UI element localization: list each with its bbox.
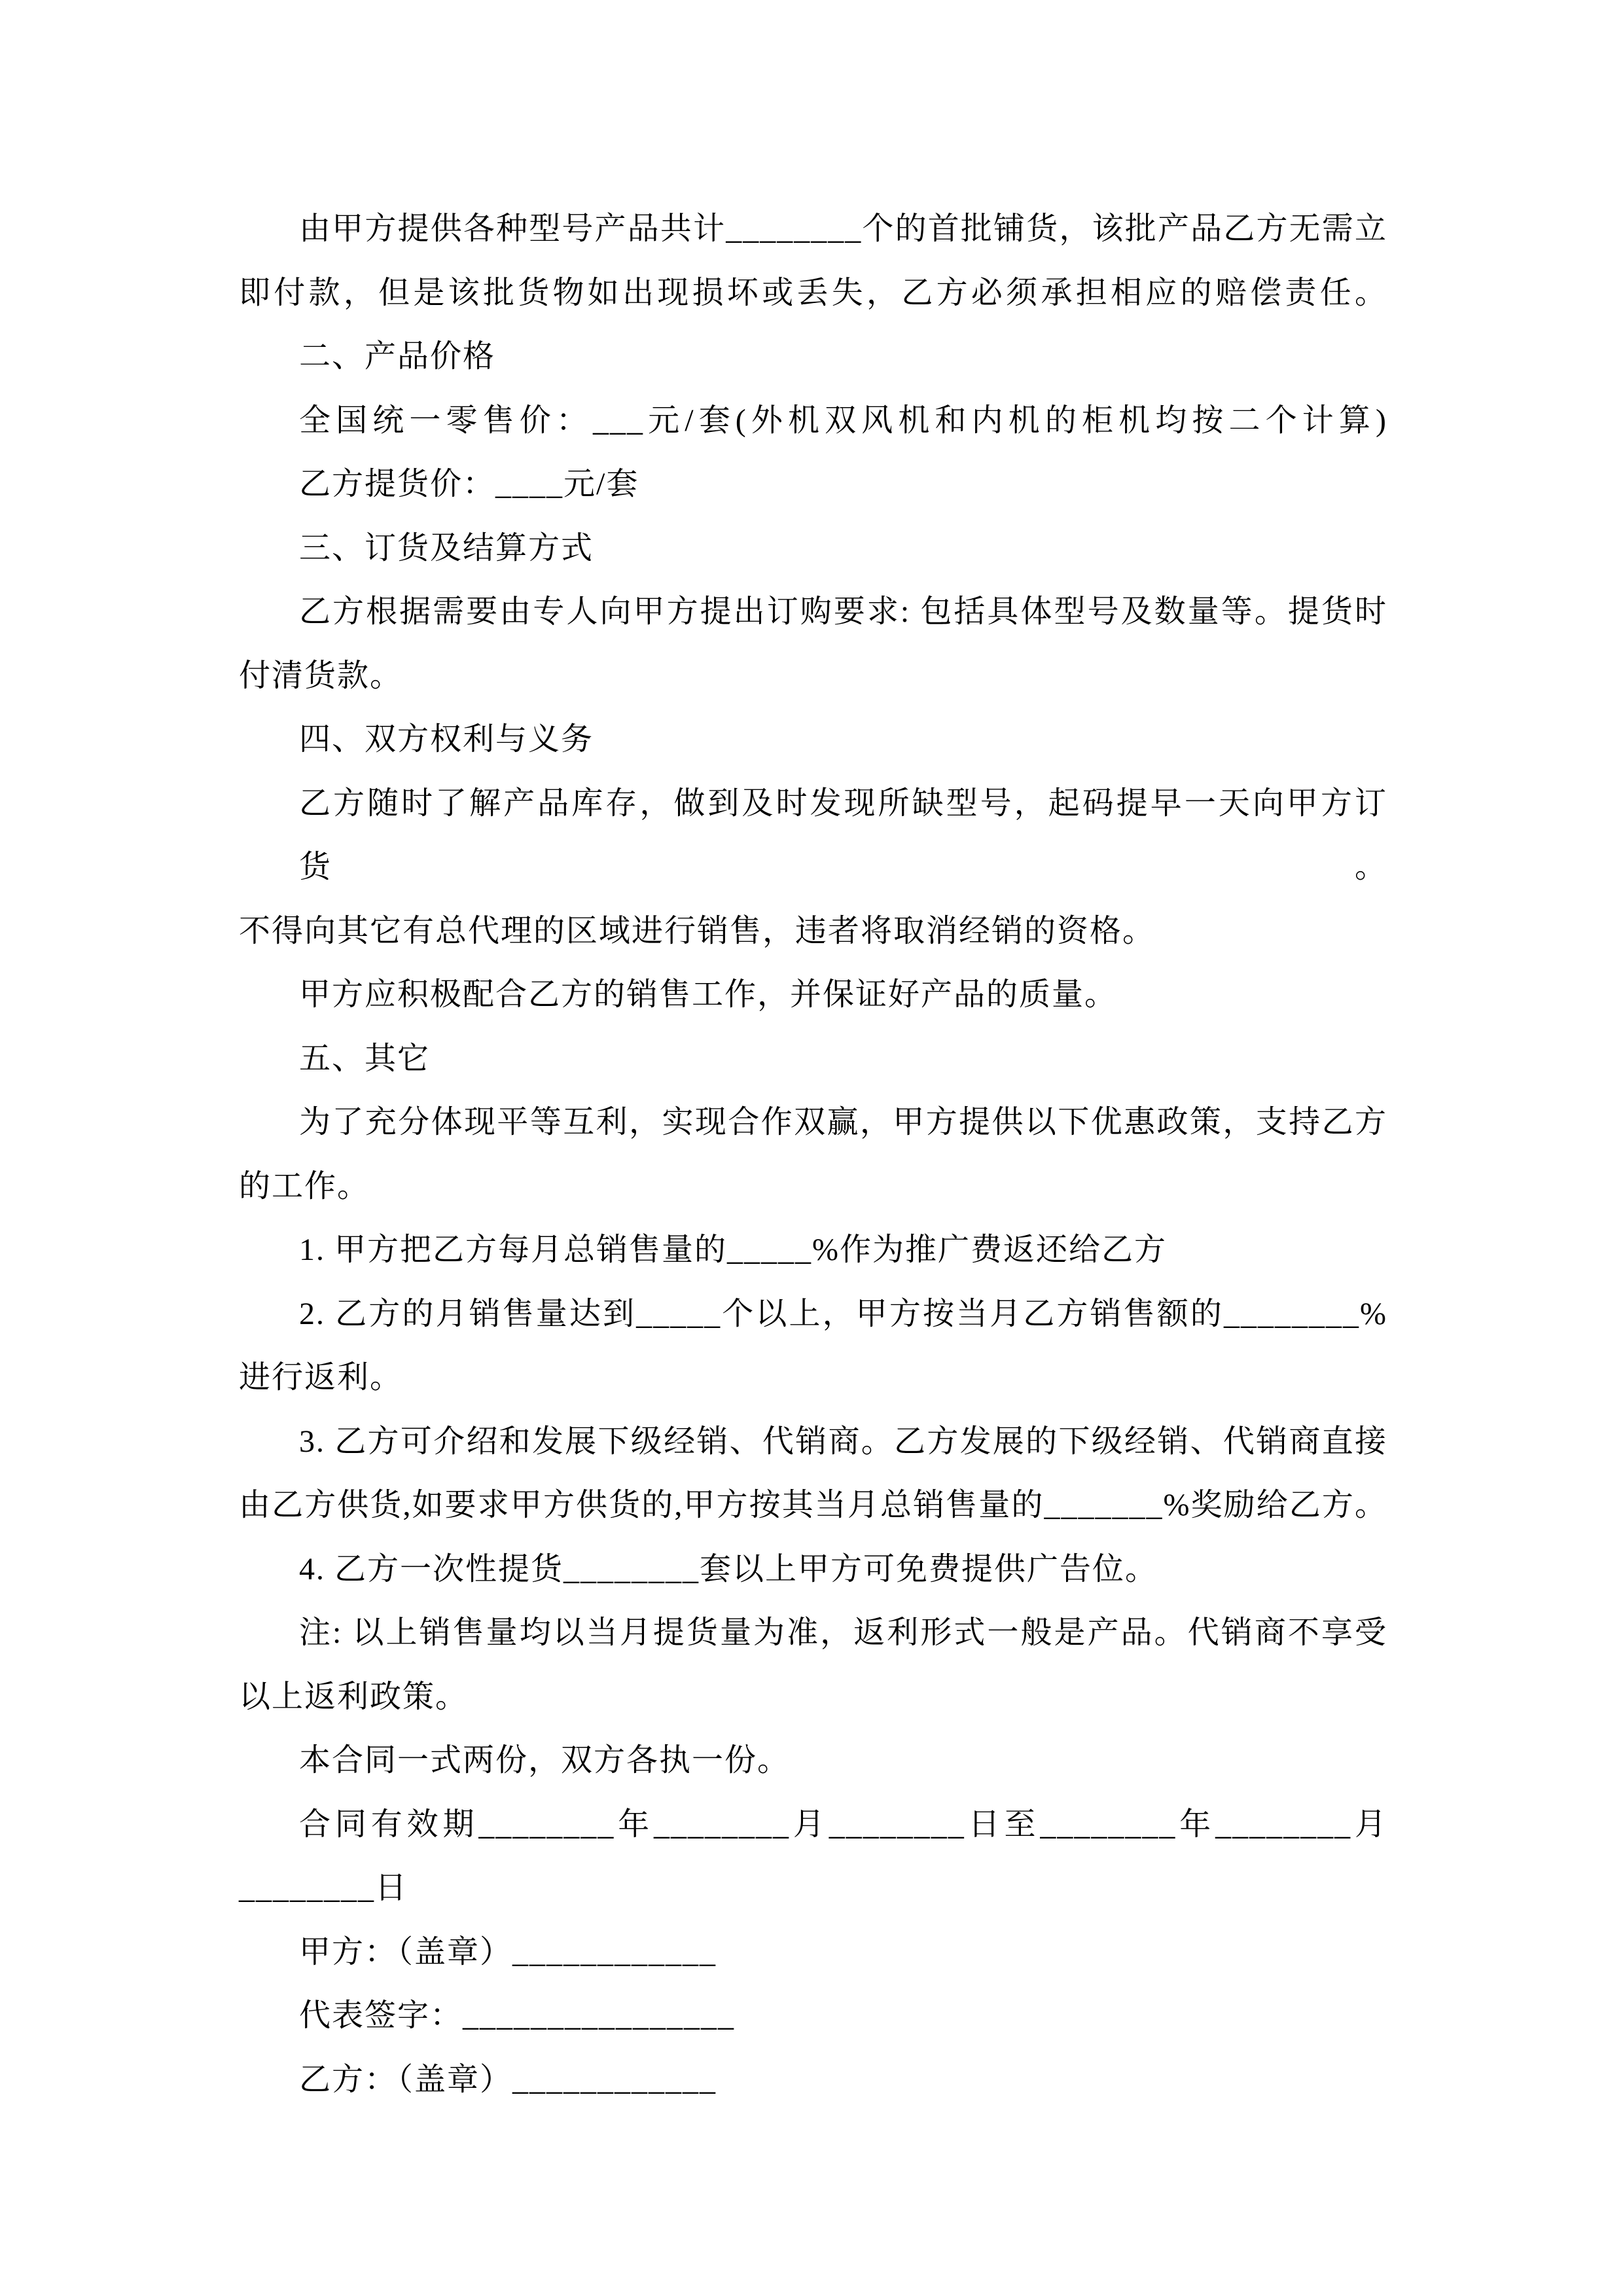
document-line: 不得向其它有总代理的区域进行销售，违者将取消经销的资格。: [239, 913, 1156, 948]
document-line: 以上返利政策。: [239, 1679, 469, 1714]
document-line: 乙方：（盖章）____________: [299, 2062, 717, 2097]
document-line: 注: 以上销售量均以当月提货量为准，返利形式一般是产品。代销商不享受: [299, 1615, 1387, 1650]
document-line: 乙方随时了解产品库存，做到及时发现所缺型号，起码提早一天向甲方订货。: [299, 785, 1387, 884]
document-line: 五、其它: [299, 1041, 431, 1076]
document-line: 为了充分体现平等互利，实现合作双赢，甲方提供以下优惠政策，支持乙方: [299, 1105, 1387, 1139]
document-line: ________日: [239, 1871, 408, 1905]
document-line: 代表签字：________________: [299, 1998, 736, 2033]
document-line: 由甲方提供各种型号产品共计________个的首批铺货，该批产品乙方无需立: [299, 211, 1387, 246]
document-line: 甲方应积极配合乙方的销售工作，并保证好产品的质量。: [299, 977, 1118, 1012]
document-line: 四、双方权利与义务: [299, 722, 594, 757]
document-line: 乙方根据需要由专人向甲方提出订购要求: 包括具体型号及数量等。提货时: [299, 594, 1387, 629]
document-line: 合同有效期________年________月________日至________年________月: [299, 1806, 1387, 1842]
document-line: 进行返利。: [239, 1360, 403, 1395]
document-line: 本合同一式两份，双方各执一份。: [299, 1743, 791, 1778]
document-line: 甲方：（盖章）____________: [299, 1934, 717, 1969]
document-line: 由乙方供货,如要求甲方供货的,甲方按其当月总销售量的_______%奖励给乙方。: [239, 1488, 1387, 1522]
document-line: 3. 乙方可介绍和发展下级经销、代销商。乙方发展的下级经销、代销商直接: [299, 1424, 1387, 1459]
document-line: 1. 甲方把乙方每月总销售量的_____%作为推广费返还给乙方: [299, 1232, 1167, 1267]
document-line: 4. 乙方一次性提货________套以上甲方可免费提供广告位。: [299, 1551, 1158, 1587]
document-line: 付清货款。: [239, 658, 403, 693]
document-line: 乙方提货价：____元/套: [299, 467, 639, 501]
document-line: 的工作。: [239, 1168, 370, 1204]
contract-body: [239, 197, 1387, 2111]
document-line: 三、订货及结算方式: [299, 530, 594, 565]
document-line: 全国统一零售价：___元/套(外机双风机和内机的柜机均按二个计算): [299, 403, 1387, 438]
document-line: 2. 乙方的月销售量达到_____个以上，甲方按当月乙方销售额的________%: [299, 1296, 1387, 1331]
document-line: 即付款，但是该批货物如出现损坏或丢失，乙方必须承担相应的赔偿责任。: [239, 275, 1387, 310]
document-line: 二、产品价格: [299, 339, 496, 374]
